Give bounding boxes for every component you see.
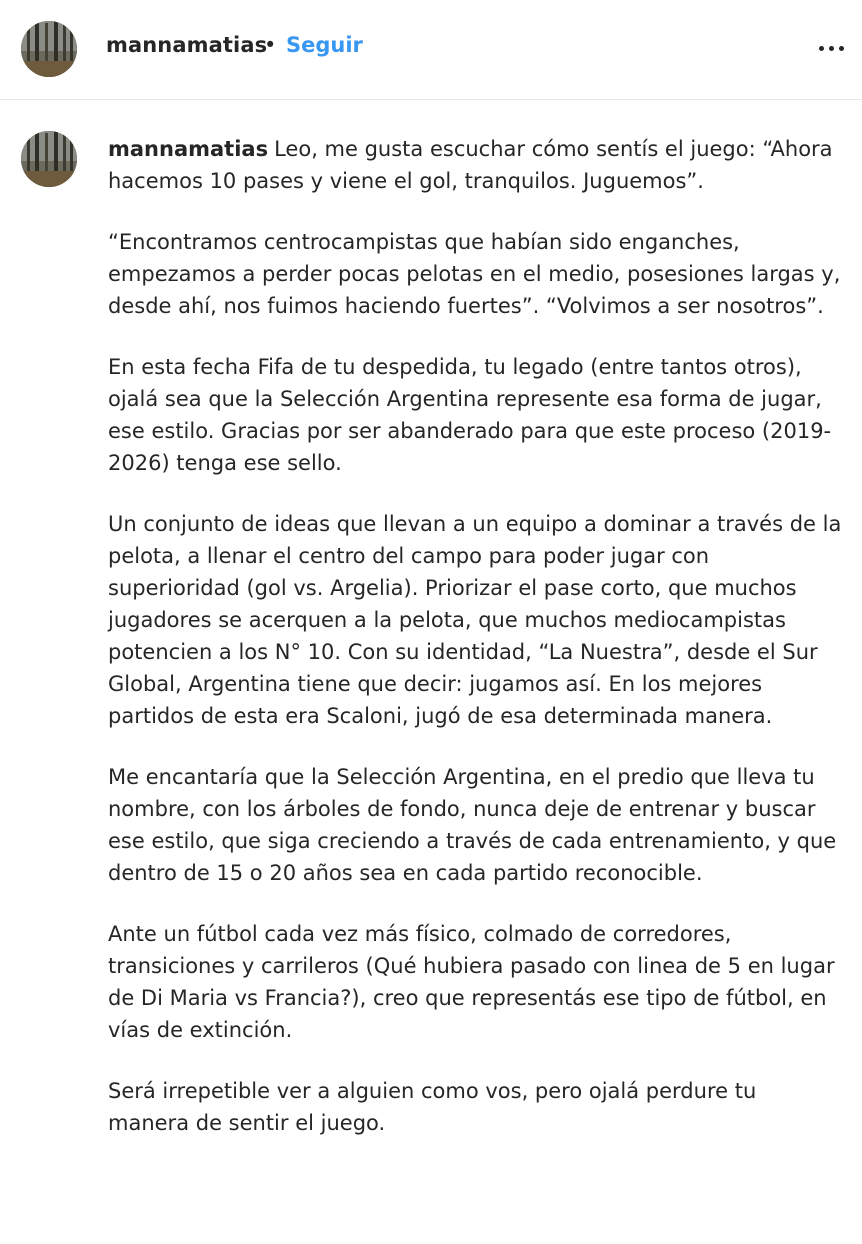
avatar-image — [21, 131, 77, 187]
post-header — [0, 0, 862, 100]
follow-button[interactable]: Seguir — [286, 33, 363, 57]
comment-paragraph: Un conjunto de ideas que llevan a un equipo a dominar a través de la pelota, a llenar el centro del campo para poder jugar con superioridad (gol vs. Argelia). Priorizar el pase corto, que muchos jugadores se acerquen a la pelota, que muchos mediocampistas potencien a los N° 10. Con su identidad, “La Nuestra”, desde el Sur Global, Argentina tiene que decir: jugamos así. En los mejores partidos de esta era Scaloni, jugó de esa determinada manera. — [108, 512, 842, 728]
comment-paragraph — [108, 133, 843, 197]
header-username[interactable]: mannamatias — [106, 33, 268, 57]
comment-body — [108, 133, 843, 1168]
separator-dot: • — [264, 33, 277, 57]
avatar-image — [21, 21, 77, 77]
comment-paragraph: Será irrepetible ver a alguien como vos, pero ojalá perdure tu manera de sentir el juego. — [108, 1079, 757, 1135]
avatar[interactable] — [21, 21, 77, 77]
comment-paragraph: Ante un fútbol cada vez más físico, colmado de corredores, transiciones y carrileros (Qué hubiera pasado con linea de 5 en lugar de Di Maria vs Francia?), creo que representás ese tipo de fútbol, en vías de extinción. — [108, 922, 835, 1042]
comment-text: Leo, me gusta escuchar cómo sentís el juego: “Ahora hacemos 10 pases y viene el gol, tranquilos. Juguemos”. — [108, 137, 833, 193]
comment-username[interactable]: mannamatias — [108, 137, 269, 161]
more-options-icon[interactable] — [812, 34, 852, 62]
comment-paragraph: “Encontramos centrocampistas que habían sido enganches, empezamos a perder pocas pelotas en el medio, posesiones largas y, desde ahí, nos fuimos haciendo fuertes”. “Volvimos a ser nosotros”. — [108, 230, 841, 318]
comment-paragraph: En esta fecha Fifa de tu despedida, tu legado (entre tantos otros), ojalá sea que la Selección Argentina represente esa forma de jugar, ese estilo. Gracias por ser abanderado para que este proceso (2019-2026) tenga ese sello. — [108, 355, 832, 475]
comment-paragraph: Me encantaría que la Selección Argentina, en el predio que lleva tu nombre, con los árboles de fondo, nunca deje de entrenar y buscar ese estilo, que siga creciendo a través de cada entrenamiento, y que dentro de 15 o 20 años sea en cada partido reconocible. — [108, 765, 837, 885]
comment-avatar[interactable] — [21, 131, 77, 187]
